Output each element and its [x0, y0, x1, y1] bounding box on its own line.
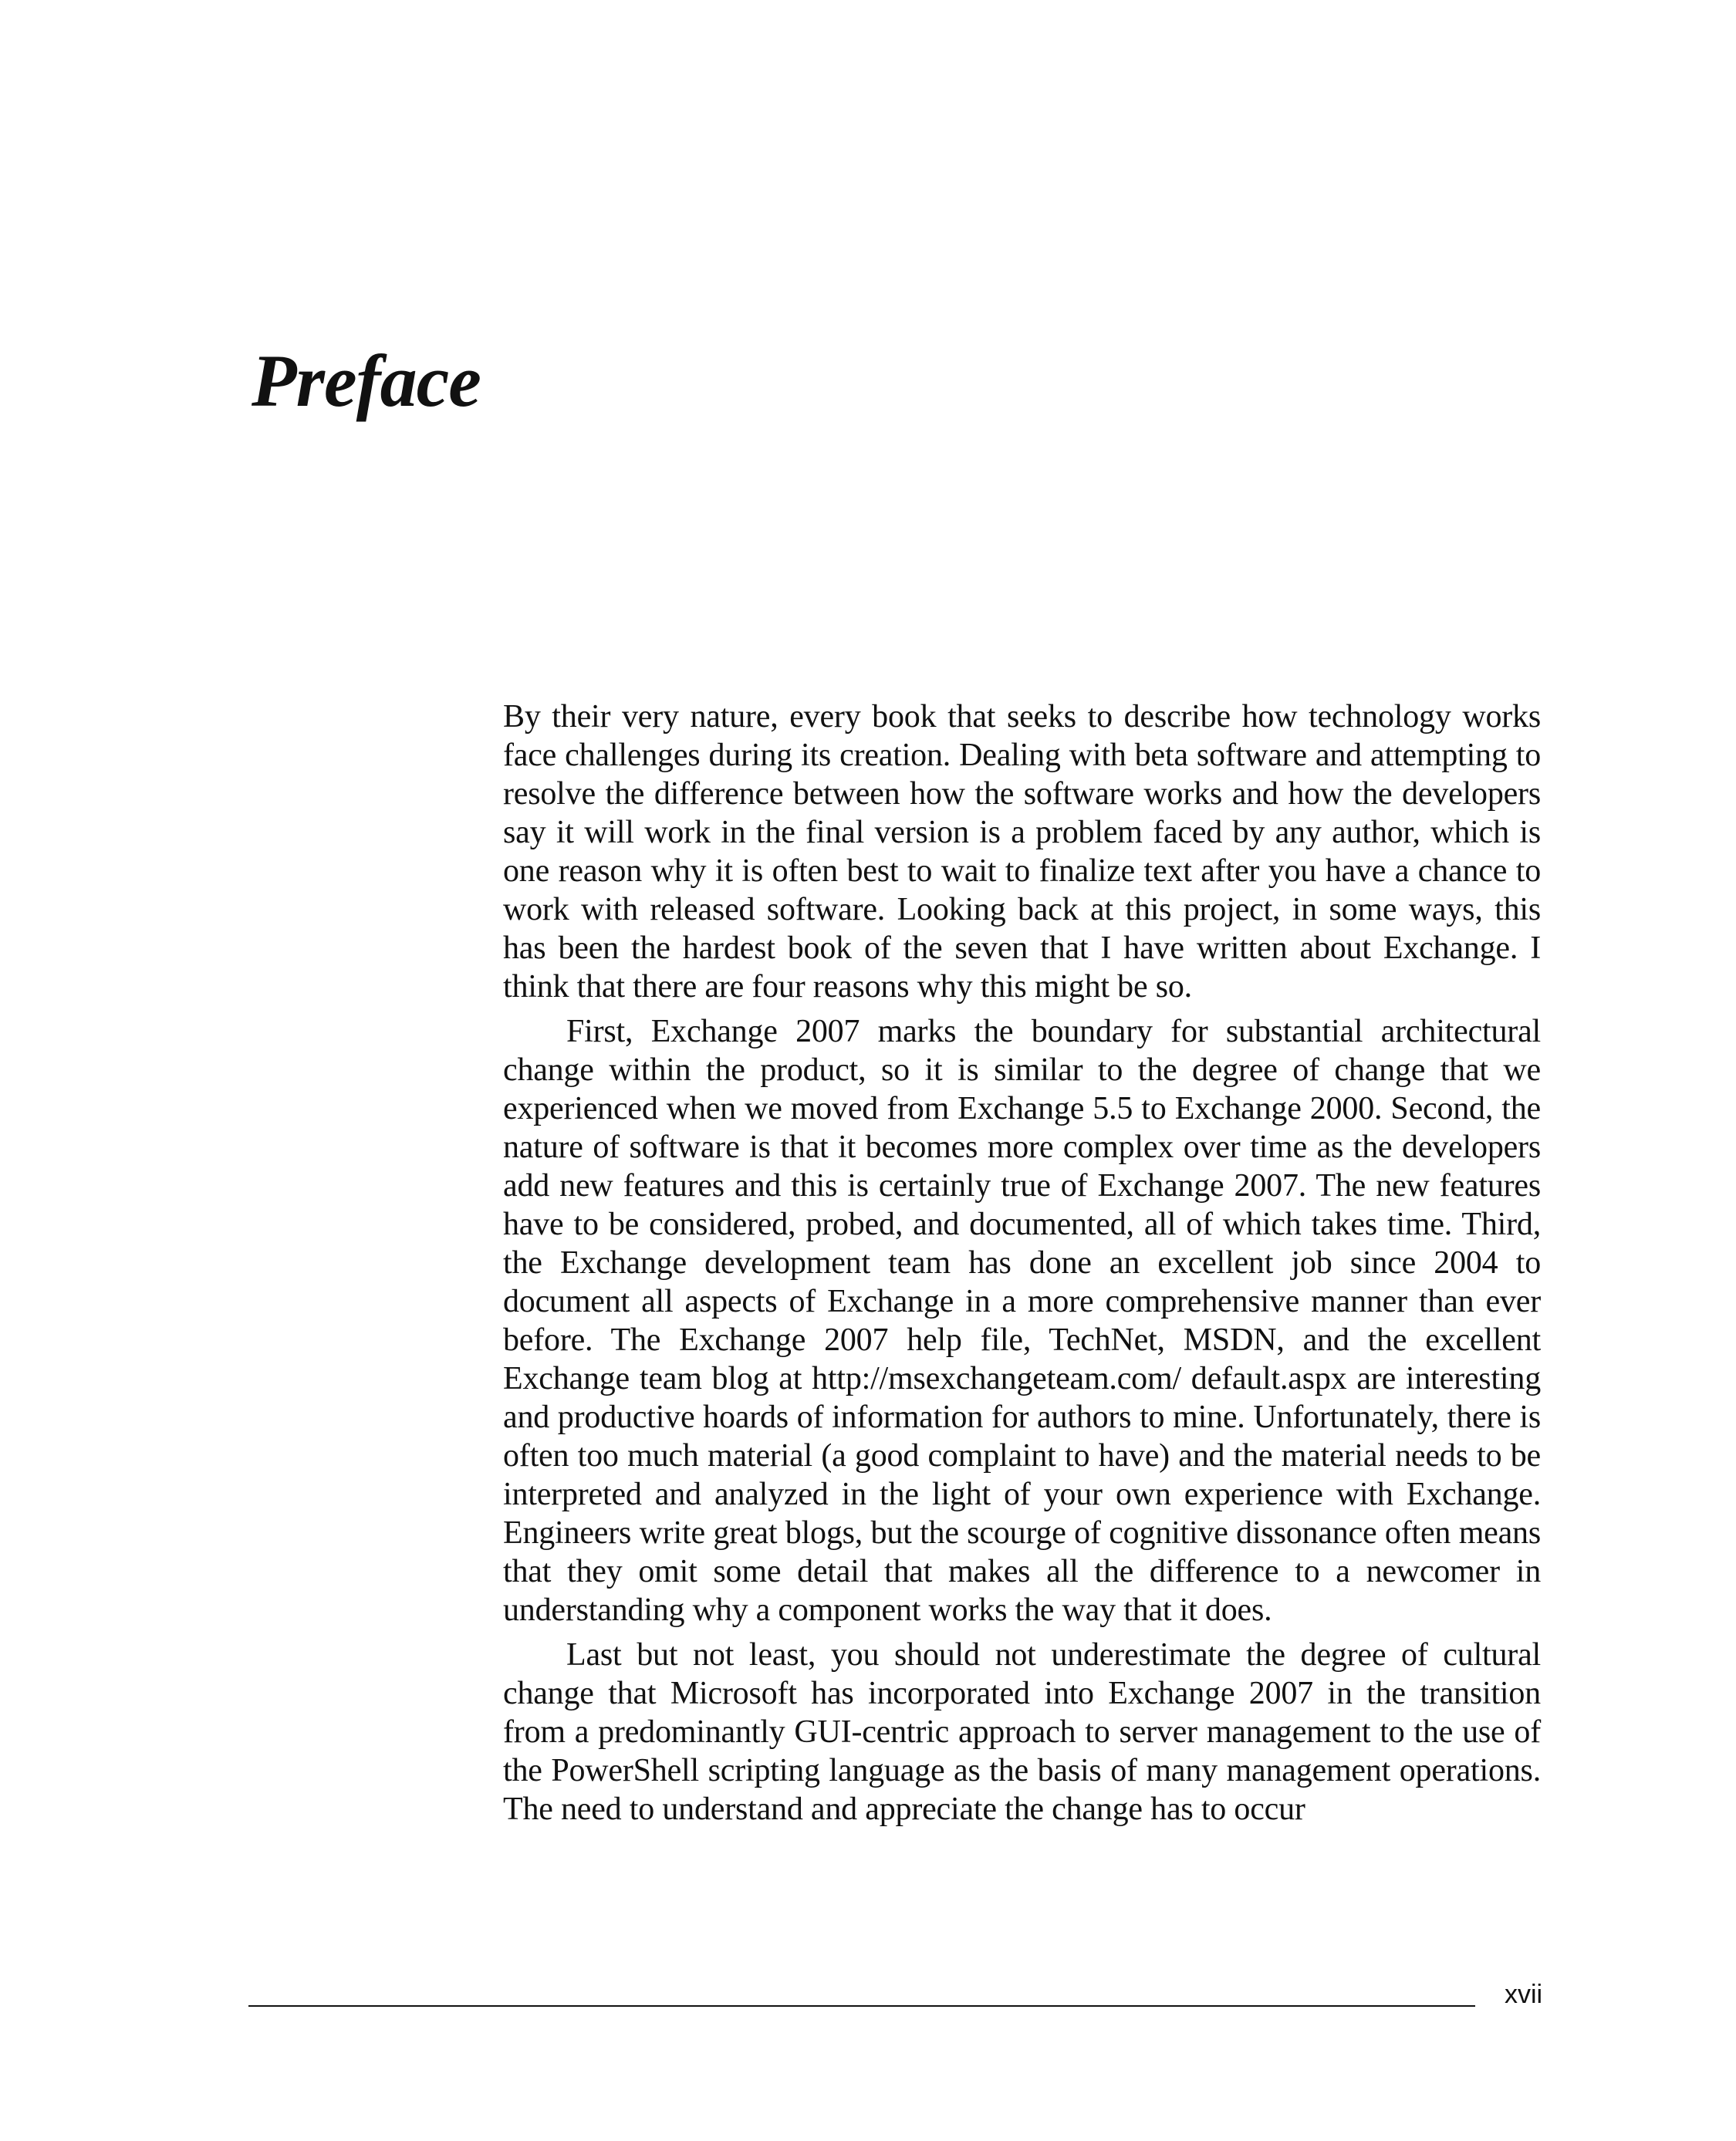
page-number: xvii	[1505, 1980, 1543, 2009]
paragraph-3: Last but not least, you should not underestimate the degree of cultural change that Microsoft has incorporated into Exchange 2007 in the transition from a predominantly GUI-centric approach to server management to the use of the PowerShell scripting language as the basis of many management operations. The need to understand and appreciate the change has to occur	[503, 1637, 1541, 1827]
body-text	[503, 697, 1541, 1835]
paragraph-1: By their very nature, every book that seeks to describe how technology works face challenges during its creation. Dealing with beta software and attempting to resolve the difference between how the software works and how the developers say it will work in the final version is a problem faced by any author, which is one reason why it is often best to wait to finalize text after you have a chance to work with released software. Looking back at this project, in some ways, this has been the hardest book of the seven that I have written about Exchange. I think that there are four reasons why this might be so.	[503, 699, 1541, 1005]
footer-rule	[248, 2005, 1475, 2007]
page-title: Preface	[252, 339, 481, 422]
paragraph-2: First, Exchange 2007 marks the boundary for substantial architectural change within the product, so it is similar to the degree of change that we experienced when we moved from Exchange 5.5 to Exchange 2000. Second, the nature of software is that it becomes more complex over time as the developers add new features and this is certainly true of Exchange 2007. The new features have to be considered, probed, and documented, all of which takes time. Third, the Exchange development team has done an excellent job since 2004 to document all aspects of Exchange in a more comprehensive manner than ever before. The Exchange 2007 help file, TechNet, MSDN, and the excellent Exchange team blog at http://msexchangeteam.com/ default.aspx are interesting and productive hoards of information for authors to mine. Unfortunately, there is often too much material (a good complaint to have) and the material needs to be interpreted and analyzed in the light of your own experience with Exchange. Engineers write great blogs, but the scourge of cognitive dissonance often means that they omit some detail that makes all the difference to a newcomer in understanding why a component works the way that it does.	[503, 1014, 1541, 1628]
